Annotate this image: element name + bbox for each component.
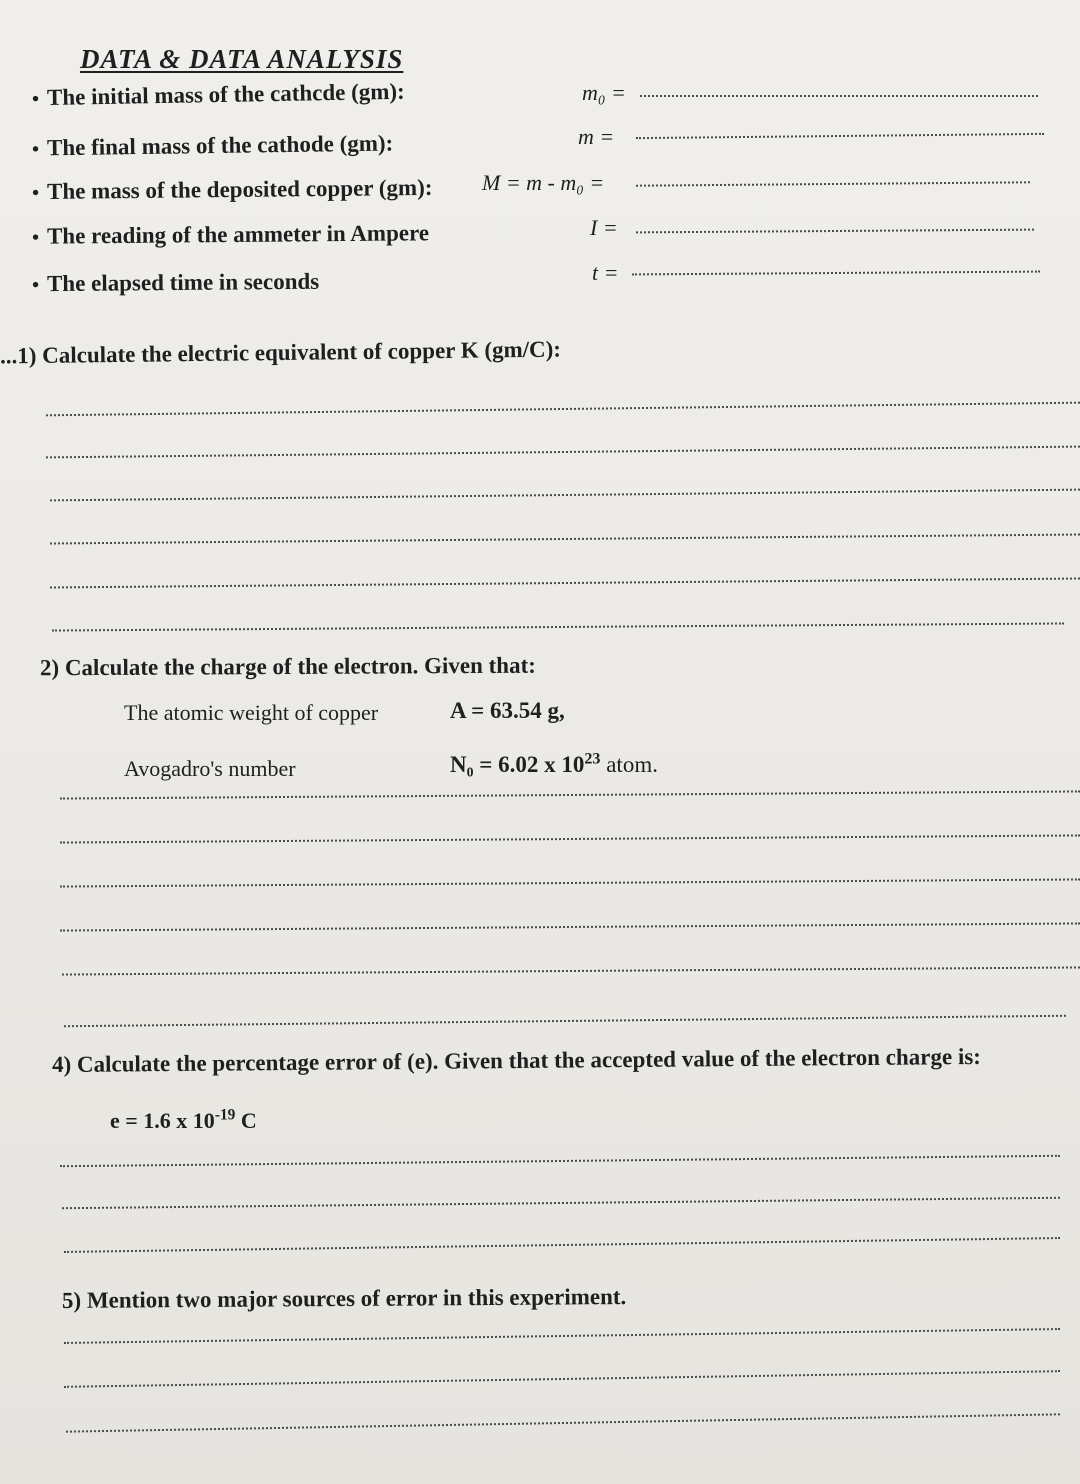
- data-item-deposited-mass: [32, 175, 433, 205]
- bullet-icon: •: [31, 138, 40, 161]
- data-item-initial-mass: [32, 79, 405, 112]
- page-title: DATA & DATA ANALYSIS: [80, 44, 404, 74]
- data-item-ammeter: [32, 220, 429, 249]
- bullet-icon: •: [31, 274, 40, 297]
- data-item-label: The mass of the deposited copper (gm):: [46, 174, 433, 204]
- answer-line[interactable]: [50, 489, 1080, 502]
- charge-exponent: -19: [214, 1106, 236, 1124]
- formula-m: m =: [578, 124, 615, 149]
- charge-value: e = 1.6 x 10: [110, 1108, 215, 1133]
- answer-line[interactable]: [66, 1413, 1060, 1432]
- answer-line[interactable]: [62, 1197, 1060, 1209]
- bullet-icon: •: [31, 226, 40, 249]
- answer-line[interactable]: [60, 1155, 1060, 1167]
- question-2: 2) Calculate the charge of the electron. Given that:: [39, 652, 536, 681]
- given-unit: atom.: [606, 752, 658, 777]
- answer-line[interactable]: [46, 402, 1080, 417]
- answer-line[interactable]: [52, 622, 1064, 631]
- given-value: = 63.54 g,: [471, 698, 565, 723]
- data-item-final-mass: [32, 130, 394, 161]
- data-item-label: The elapsed time in seconds: [46, 268, 320, 297]
- given-exponent: 23: [584, 750, 601, 768]
- answer-line[interactable]: [46, 446, 1080, 459]
- data-item-time: [32, 269, 319, 298]
- given-symbol: N₀: [450, 752, 474, 777]
- question-1: [0, 337, 561, 370]
- charge-unit: C: [240, 1108, 257, 1133]
- answer-line[interactable]: [60, 878, 1080, 887]
- data-item-label: The initial mass of the cathcde (gm):: [46, 78, 405, 110]
- given-atomic-weight-value: [450, 698, 565, 724]
- answer-line[interactable]: [636, 133, 1044, 139]
- given-avogadro-value: [450, 752, 658, 778]
- answer-line[interactable]: [640, 95, 1038, 97]
- formula-t: t =: [592, 260, 619, 285]
- given-atomic-weight-label: The atomic weight of copper: [124, 700, 379, 725]
- question-4: 4) Calculate the percentage error of (e). Given that the accepted value of the electron charge is:: [51, 1043, 981, 1078]
- answer-line[interactable]: [636, 229, 1034, 234]
- answer-line[interactable]: [636, 181, 1030, 186]
- electron-charge-value: [110, 1108, 257, 1134]
- formula-M: M = m - m₀ =: [482, 170, 605, 195]
- answer-line[interactable]: [64, 1015, 1066, 1027]
- data-item-label: The reading of the ammeter in Ampere: [46, 220, 430, 249]
- question-prefix: ...: [0, 343, 18, 369]
- question-5: 5) Mention two major sources of error in this experiment.: [61, 1284, 627, 1313]
- answer-line[interactable]: [50, 534, 1080, 545]
- answer-line[interactable]: [64, 1237, 1060, 1253]
- answer-line[interactable]: [632, 271, 1040, 276]
- given-value: = 6.02 x 10: [479, 752, 585, 777]
- bullet-icon: •: [31, 88, 40, 111]
- data-item-label: The final mass of the cathode (gm):: [46, 130, 394, 161]
- question-1-text: 1) Calculate the electric equivalent of copper K (gm/C):: [17, 336, 562, 369]
- answer-line[interactable]: [50, 578, 1080, 589]
- bullet-icon: •: [31, 182, 40, 205]
- answer-line[interactable]: [64, 1370, 1060, 1388]
- answer-line[interactable]: [62, 966, 1080, 975]
- answer-line[interactable]: [64, 1328, 1060, 1344]
- formula-m0: m₀ =: [582, 80, 626, 105]
- given-avogadro-label: Avogadro's number: [124, 756, 296, 781]
- given-symbol: A: [450, 698, 466, 723]
- answer-line[interactable]: [60, 834, 1080, 843]
- formula-I: I =: [590, 215, 618, 240]
- answer-line[interactable]: [60, 790, 1080, 799]
- answer-line[interactable]: [60, 922, 1080, 931]
